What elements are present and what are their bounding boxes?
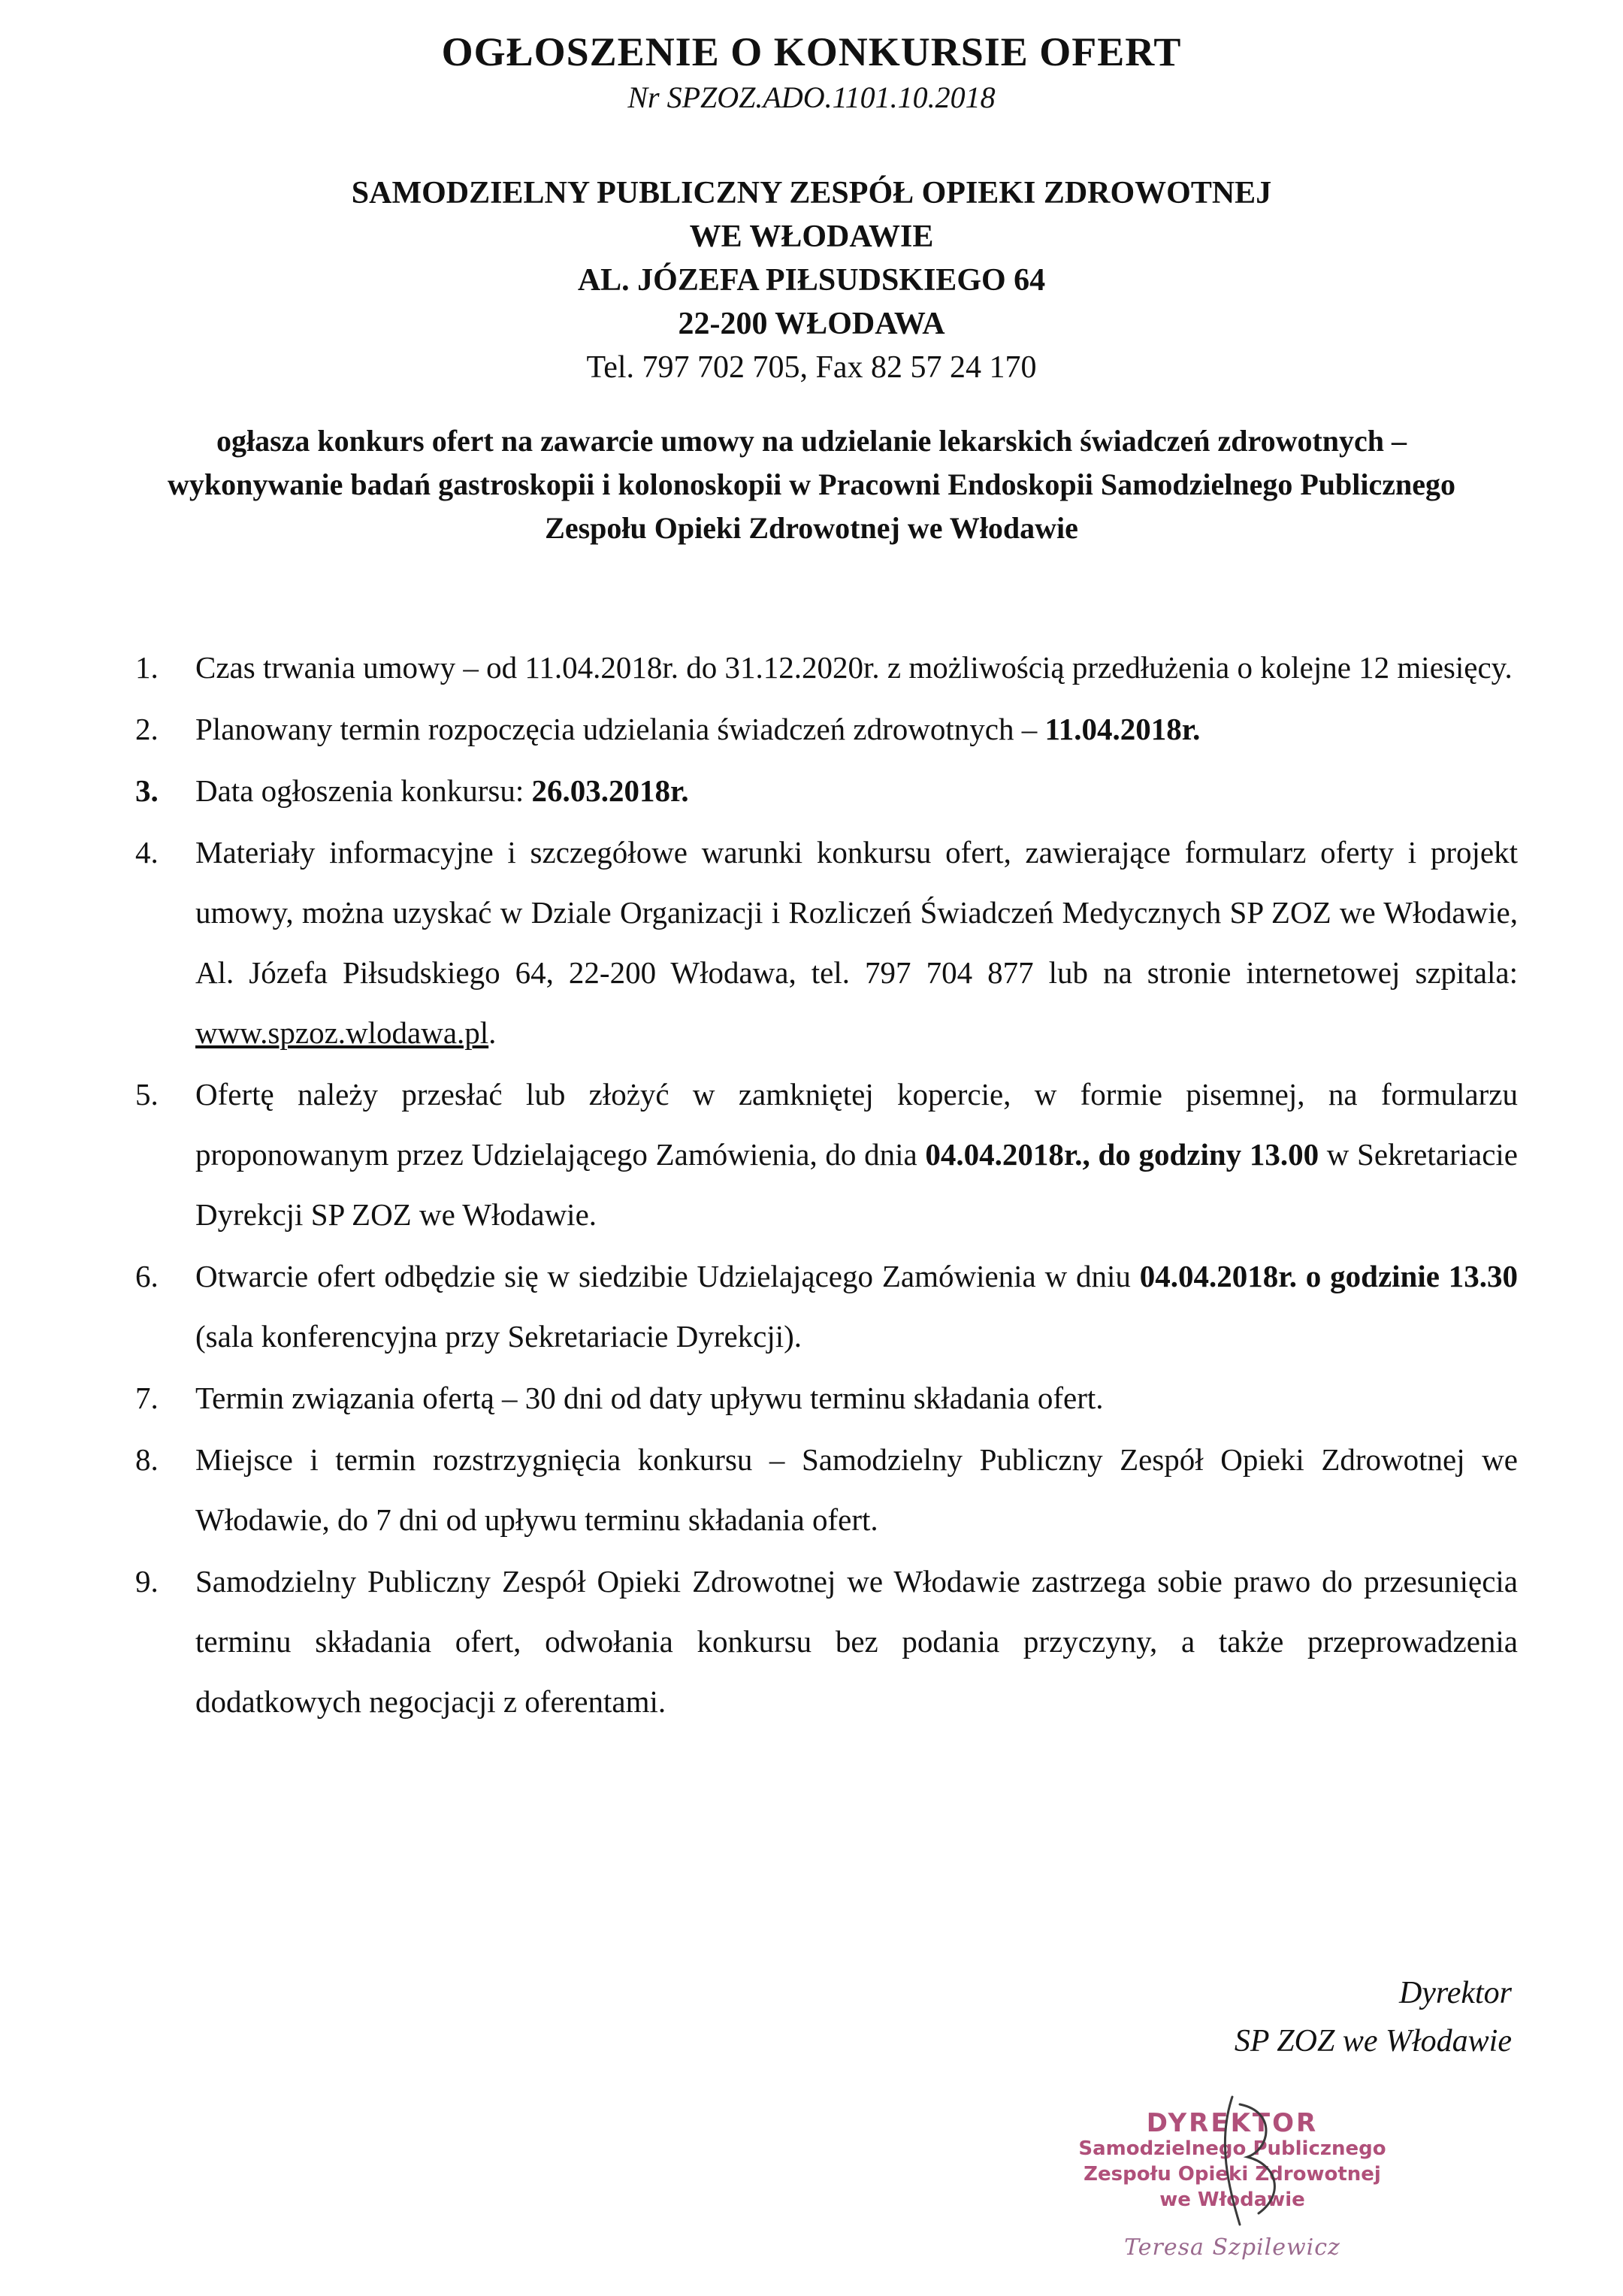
item-number: 7. xyxy=(135,1381,159,1415)
list-item xyxy=(135,699,1518,759)
list-item xyxy=(135,1064,1518,1245)
item-text: Termin związania ofertą – 30 dni od daty upływu terminu składania ofert. xyxy=(195,1381,1104,1415)
institution-block xyxy=(0,171,1623,389)
stamp-line: Samodzielnego Publicznego xyxy=(1078,2137,1386,2160)
item-number: 2. xyxy=(135,712,159,746)
item-number: 4. xyxy=(135,835,159,870)
item-text: Samodzielny Publiczny Zespół Opieki Zdrowotnej we Włodawie zastrzega sobie prawo do przesunięcia terminu składania ofert, odwołania konkursu bez podania przyczyny, a także przeprowadzenia dodatkowych negocjacji z oferentami. xyxy=(195,1564,1518,1719)
item-text: Czas trwania umowy – od 11.04.2018r. do 31.12.2020r. z możliwością przedłużenia o kolejne 12 miesięcy. xyxy=(195,650,1513,685)
list-item xyxy=(135,1429,1518,1550)
institution-contact: Tel. 797 702 705, Fax 82 57 24 170 xyxy=(586,350,1037,385)
item-bold-text: 11.04.2018r. xyxy=(1044,712,1201,746)
announcement-subject: ogłasza konkurs ofert na zawarcie umowy na udzielanie lekarskich świadczeń zdrowotnych – wykonywanie badań gastroskopii i kolonoskopii w Pracowni Endoskopii Samodzielnego Publicznego Zespołu Opieki Zdrowotnej we Włodawie xyxy=(167,424,1456,545)
institution-street: AL. JÓZEFA PIŁSUDSKIEGO 64 xyxy=(577,263,1046,298)
reference-number: Nr SPZOZ.ADO.1101.10.2018 xyxy=(627,80,996,114)
stamp-name: Teresa Szpilewicz xyxy=(1124,2234,1340,2261)
item-tail-text: . xyxy=(488,1015,497,1050)
institution-name: SAMODZIELNY PUBLICZNY ZESPÓŁ OPIEKI ZDROWOTNEJ xyxy=(351,176,1272,210)
document-title: OGŁOSZENIE O KONKURSIE OFERT xyxy=(441,29,1182,74)
item-text: Miejsce i termin rozstrzygnięcia konkursu – Samodzielny Publiczny Zespół Opieki Zdrowotnej we Włodawie, do 7 dni od upływu terminu składania ofert. xyxy=(195,1442,1518,1537)
item-number: 5. xyxy=(135,1077,159,1112)
list-item xyxy=(135,761,1518,821)
item-tail-text: (sala konferencyjna przy Sekretariacie Dyrekcji). xyxy=(195,1319,802,1354)
item-number: 9. xyxy=(135,1564,159,1599)
list-item xyxy=(135,822,1518,1063)
item-text: Ofertę należy przesłać lub złożyć w zamkniętej kopercie, w formie pisemnej, na formularzu proponowanym przez Udzielającego Zamówienia, do dnia xyxy=(195,1077,1518,1172)
list-item xyxy=(135,1368,1518,1428)
stamp-title: DYREKTOR xyxy=(1146,2108,1319,2138)
item-tail-text: w Sekretariacie Dyrekcji SP ZOZ we Włodawie. xyxy=(195,1137,1519,1232)
item-number: 1. xyxy=(135,650,159,685)
hospital-website-link[interactable]: www.spzoz.wlodawa.pl xyxy=(195,1015,489,1050)
list-item xyxy=(135,1551,1518,1732)
item-text: Planowany termin rozpoczęcia udzielania świadczeń zdrowotnych – xyxy=(195,712,1045,746)
item-bold-text: 26.03.2018r. xyxy=(531,773,689,808)
list-item xyxy=(135,637,1518,697)
item-number: 3. xyxy=(135,773,159,808)
signer-role: Dyrektor xyxy=(1398,1976,1512,2010)
stamp-line: we Włodawie xyxy=(1159,2189,1305,2211)
conditions-list xyxy=(135,637,1518,1733)
item-bold-text: 04.04.2018r., do godziny 13.00 xyxy=(925,1137,1319,1172)
item-text: Materiały informacyjne i szczegółowe warunki konkursu ofert, zawierające formularz oferty i projekt umowy, można uzyskać w Dziale Organizacji i Rozliczeń Świadczeń Medycznych SP ZOZ we Włodawie, Al. Józefa Piłsudskiego 64, 22-200 Włodawa, tel. 797 704 877 lub na stronie internetowej szpitala: xyxy=(195,835,1518,990)
stamp-line: Zespołu Opieki Zdrowotnej xyxy=(1084,2163,1381,2186)
item-text: Data ogłoszenia konkursu: xyxy=(195,773,532,808)
handwritten-signature xyxy=(1187,2082,1337,2232)
signer-organization: SP ZOZ we Włodawie xyxy=(1234,2024,1512,2059)
list-item xyxy=(135,1246,1518,1366)
item-bold-text: 04.04.2018r. o godzinie 13.30 xyxy=(1139,1259,1519,1293)
signer-block xyxy=(1235,1969,1512,2065)
item-text: Otwarcie ofert odbędzie się w siedzibie Udzielającego Zamówienia w dniu xyxy=(195,1259,1140,1293)
item-number: 6. xyxy=(135,1259,159,1293)
item-number: 8. xyxy=(135,1442,159,1477)
institution-postcode: 22-200 WŁODAWA xyxy=(678,307,945,341)
institution-city: WE WŁODAWIE xyxy=(689,219,934,254)
